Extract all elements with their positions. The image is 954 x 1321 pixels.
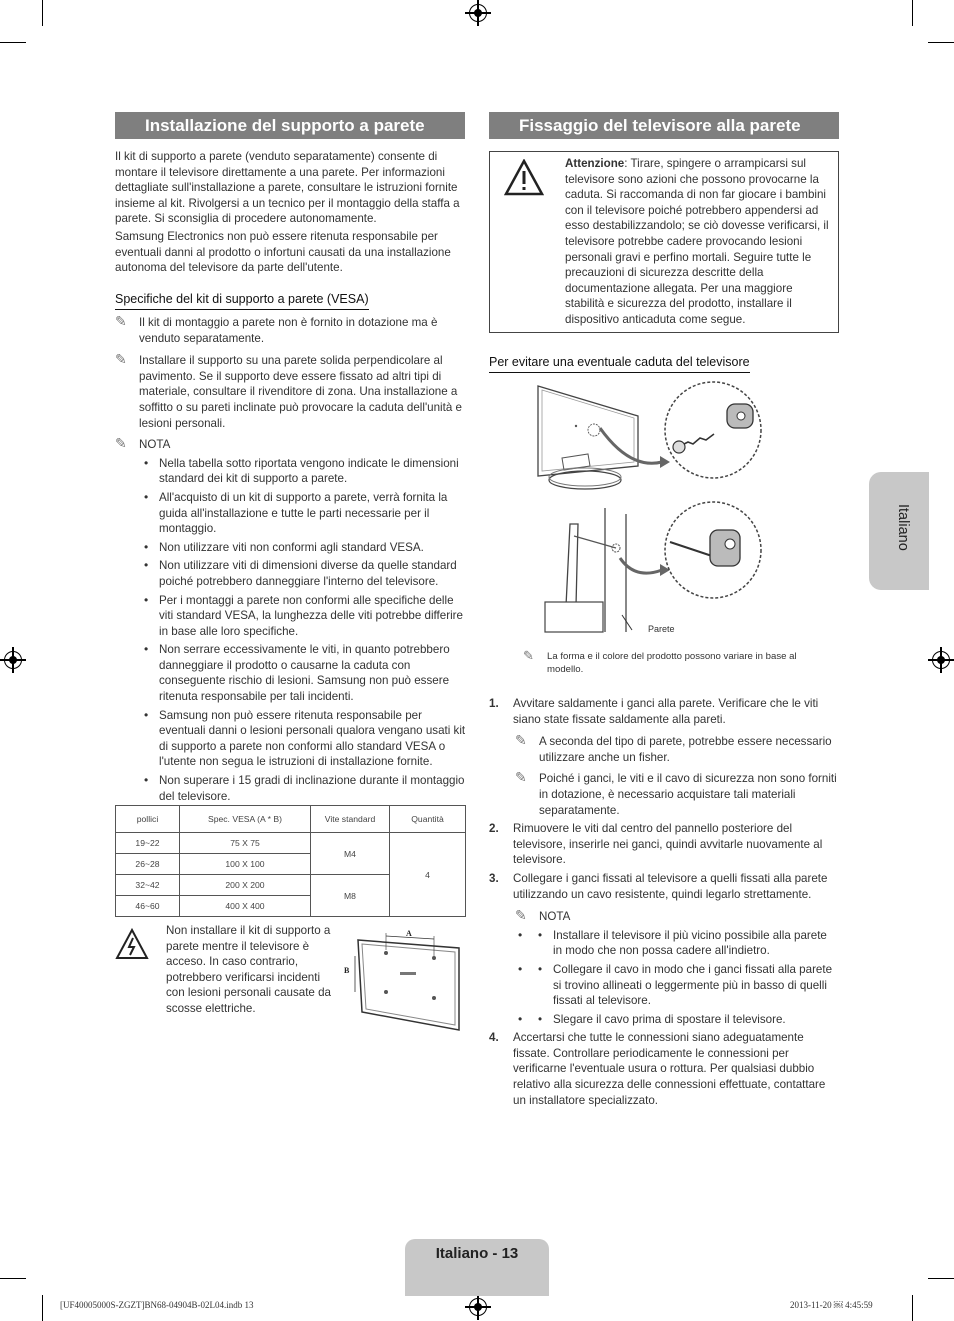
pencil-icon: ✎: [523, 648, 534, 663]
crop-mark: [0, 1278, 26, 1279]
list-item: • Non utilizzare viti non conformi agli standard VESA.: [115, 540, 467, 556]
pencil-icon: ✎: [515, 732, 527, 749]
crop-mark: [928, 42, 954, 43]
note-item: [515, 771, 839, 818]
page-number: Italiano - 13: [435, 1245, 519, 1262]
note-item: [515, 734, 839, 765]
step-number: 3.: [489, 871, 499, 885]
list-item: [489, 871, 839, 902]
crop-mark: [42, 0, 43, 26]
footer-timestamp: 2013-11-20 ￼ 4:45:59: [790, 1300, 873, 1310]
table-cell: M8: [311, 875, 390, 917]
list-item: [489, 1030, 839, 1108]
caution-body: : Tirare, spingere o arrampicarsi sul televisore sono azioni che possono provocarne la caduta. Si raccomanda di non far giocare i bambini con il televisore poiché potrebbero appendersi ad esso destabilizzandolo; se ciò dovesse verificarsi, il televisore potrebbe cadere provocando lesioni personali gravi e perfino mortali. Seguire tutte le precauzioni di sicurezza descritte della documentazione allegata. Per una maggiore stabilità e sicurezza del prodotto, installare il dispositivo anticaduta come segue.: [565, 157, 829, 326]
section-title: Installazione del supporto a parete: [115, 112, 465, 139]
list-item: • • Installare il televisore il più vicino possibile alla parete in modo che non possa cadere all'indietro.: [489, 928, 839, 959]
step-number: 4.: [489, 1031, 499, 1045]
vesa-table: [115, 805, 466, 917]
intro-paragraph: Il kit di supporto a parete (venduto separatamente) consente di montare il televisore direttamente a una parete. Per informazioni dettagliate sull'installazione a parete, consultare le istruzioni fornite insieme al kit. Rivolgersi a un tecnico per il montaggio della staffa a parete. Si sconsiglia di procedere autonomamente.: [115, 150, 460, 226]
subsection-title: Specifiche del kit di supporto a parete (VESA): [115, 292, 369, 310]
nota-label: NOTA: [139, 438, 171, 452]
crop-mark: [0, 42, 26, 43]
nota-heading: [115, 437, 467, 453]
table-row: [116, 833, 466, 854]
table-cell: M4: [311, 833, 390, 875]
intro-text: [115, 149, 467, 276]
registration-mark-icon: [4, 651, 22, 669]
electric-shock-warning-icon: [115, 928, 149, 960]
step-text: Rimuovere le viti dal centro del pannello posteriore del televisore, inserirle nei ganci, quindi avvitarle nuovamente al televisore.: [513, 822, 823, 867]
nota-label: NOTA: [539, 910, 571, 924]
list-item: • Non superare i 15 gradi di inclinazione durante il montaggio del televisore.: [115, 773, 467, 804]
caution-label: Attenzione: [565, 157, 625, 170]
wall-label: Parete: [648, 624, 675, 634]
step-number: 2.: [489, 822, 499, 836]
steps-list: [489, 696, 839, 1108]
list-item: • Samsung non può essere ritenuta responsabile per eventuali danni o lesioni personali qualora vengano usati kit di supporto a parete non conformi allo standard VESA o l'utente non segua le istruzioni di installazione fornite.: [115, 708, 467, 770]
pencil-icon: ✎: [115, 313, 127, 329]
dimension-label-a: A: [406, 929, 412, 938]
warning-text: Non installare il kit di supporto a parete mentre il televisore è acceso. In caso contrario, potrebbero verificarsi incidenti con lesioni personali causate da scosse elettriche.: [166, 924, 331, 1015]
table-header-row: [116, 806, 466, 833]
list-item: [489, 821, 839, 868]
registration-mark-icon: [469, 1298, 487, 1316]
bullet-text: Slegare il cavo prima di spostare il televisore.: [553, 1012, 786, 1026]
registration-mark-icon: [469, 4, 487, 22]
anti-fall-illustration: [530, 380, 770, 640]
note-text: Installare il supporto su una parete solida perpendicolare al pavimento. Se il supporto deve essere fissato ad altri tipi di materiale, consultare il rivenditore di zona. Una installazione a soffitto o su pareti inclinate può provocare la caduta dell'unità e lesioni personali.: [139, 354, 462, 430]
caution-warning-icon: [504, 159, 544, 197]
table-cell: 46~60: [116, 896, 180, 917]
note-item: [523, 650, 823, 676]
dimension-label-b: B: [344, 966, 350, 975]
registration-mark-icon: [932, 651, 950, 669]
section-title: Fissaggio del televisore alla parete: [489, 112, 839, 139]
crop-mark: [912, 1295, 913, 1321]
language-side-tab: [869, 472, 929, 590]
list-item: • Per i montaggi a parete non conformi alle specifiche delle viti standard VESA, la lunghezza delle viti potrebbe differire in base alle loro specifiche.: [115, 593, 467, 640]
crop-mark: [42, 1295, 43, 1321]
list-item: • Non serrare eccessivamente le viti, in quanto potrebbero danneggiare il prodotto o causarne la caduta con conseguente rischio di lesioni. Samsung non può essere ritenuta responsabile per tali incidenti.: [115, 642, 467, 704]
bullet-text: Installare il televisore il più vicino possibile alla parete in modo che non possa cadere all'indietro.: [553, 928, 827, 958]
nota-heading: [515, 909, 839, 925]
table-cell: 200 X 200: [180, 875, 311, 896]
footer-file-info: [UF40005000S-ZGZT]BN68-04904B-02L04.indb 13: [60, 1300, 254, 1310]
bullet-text: Collegare il cavo in modo che i ganci fissati alla parete si trovino allineati o leggermente più in basso di quelli fissati al televisore.: [553, 962, 833, 1008]
table-cell: 400 X 400: [180, 896, 311, 917]
page-number-tab: [405, 1239, 549, 1296]
pencil-icon: ✎: [515, 769, 527, 786]
note-item: [115, 315, 467, 346]
table-header: Vite standard: [311, 806, 390, 833]
vesa-diagram: [342, 926, 466, 1034]
list-item: [489, 696, 839, 727]
crop-mark: [912, 0, 913, 26]
table-cell: 75 X 75: [180, 833, 311, 854]
note-text: La forma e il colore del prodotto possono variare in base al modello.: [547, 651, 797, 675]
figure-note: [523, 650, 823, 676]
step-text: Avvitare saldamente i ganci alla parete. Verificare che le viti siano state fissate saldamente alla pareti.: [513, 697, 819, 726]
list-item: • Non utilizzare viti di dimensioni diverse da quelle standard poiché potrebbero danneggiare l'interno del televisore.: [115, 558, 467, 589]
table-header: pollici: [116, 806, 180, 833]
subsection-heading: [115, 290, 369, 310]
table-cell: 32~42: [116, 875, 180, 896]
intro-paragraph: Samsung Electronics non può essere ritenuta responsabile per eventuali danni al prodotto o infortuni causati da una installazione autonoma del televisore da parte dell'utente.: [115, 229, 451, 275]
list-item: • All'acquisto di un kit di supporto a parete, verrà fornita la guida all'installazione e tutte le parti necessarie per il montaggio.: [115, 490, 467, 537]
list-item: • • Collegare il cavo in modo che i ganci fissati alla parete si trovino allineati o leggermente più in basso di quelli fissati al televisore.: [489, 962, 839, 1009]
caution-text: [565, 156, 835, 328]
note-text: Poiché i ganci, le viti e il cavo di sicurezza non sono forniti in dotazione, è necessario acquistare tali materiali separatamente.: [539, 772, 837, 817]
pencil-icon: ✎: [515, 907, 527, 924]
pencil-icon: ✎: [115, 435, 127, 452]
step-text: Collegare i ganci fissati al televisore a quelli fissati alla parete utilizzando un cavo resistente, quindi legarlo strettamente.: [513, 871, 828, 901]
subsection-heading: [489, 353, 750, 373]
caution-box: [489, 151, 839, 333]
table-header: Quantità: [390, 806, 466, 833]
step-number: 1.: [489, 697, 499, 710]
list-item: • • Slegare il cavo prima di spostare il televisore.: [489, 1012, 839, 1028]
note-text: Il kit di montaggio a parete non è fornito in dotazione ma è venduto separatamente.: [139, 316, 438, 345]
notes-block: [115, 315, 467, 804]
table-cell: 26~28: [116, 854, 180, 875]
list-item: • Nella tabella sotto riportata vengono indicate le dimensioni standard dei kit di supporto a parete.: [115, 456, 467, 487]
pencil-icon: ✎: [115, 351, 127, 368]
note-item: [115, 353, 467, 431]
step-text: Accertarsi che tutte le connessioni siano adeguatamente fissate. Controllare periodicamente le connessioni per verificarne l'eventuale usura o rottura. Per qualsiasi dubbio relativo alla sicurezza delle connessioni effettuate, contattare un installatore specializzato.: [513, 1031, 826, 1107]
note-text: A seconda del tipo di parete, potrebbe essere necessario utilizzare anche un fisher.: [539, 735, 832, 764]
table-cell: 100 X 100: [180, 854, 311, 875]
subsection-title: Per evitare una eventuale caduta del televisore: [489, 355, 750, 373]
table-cell: 19~22: [116, 833, 180, 854]
crop-mark: [928, 1278, 954, 1279]
table-cell: 4: [390, 833, 466, 917]
table-header: Spec. VESA (A * B): [180, 806, 311, 833]
side-tab-label: Italiano: [895, 504, 911, 551]
